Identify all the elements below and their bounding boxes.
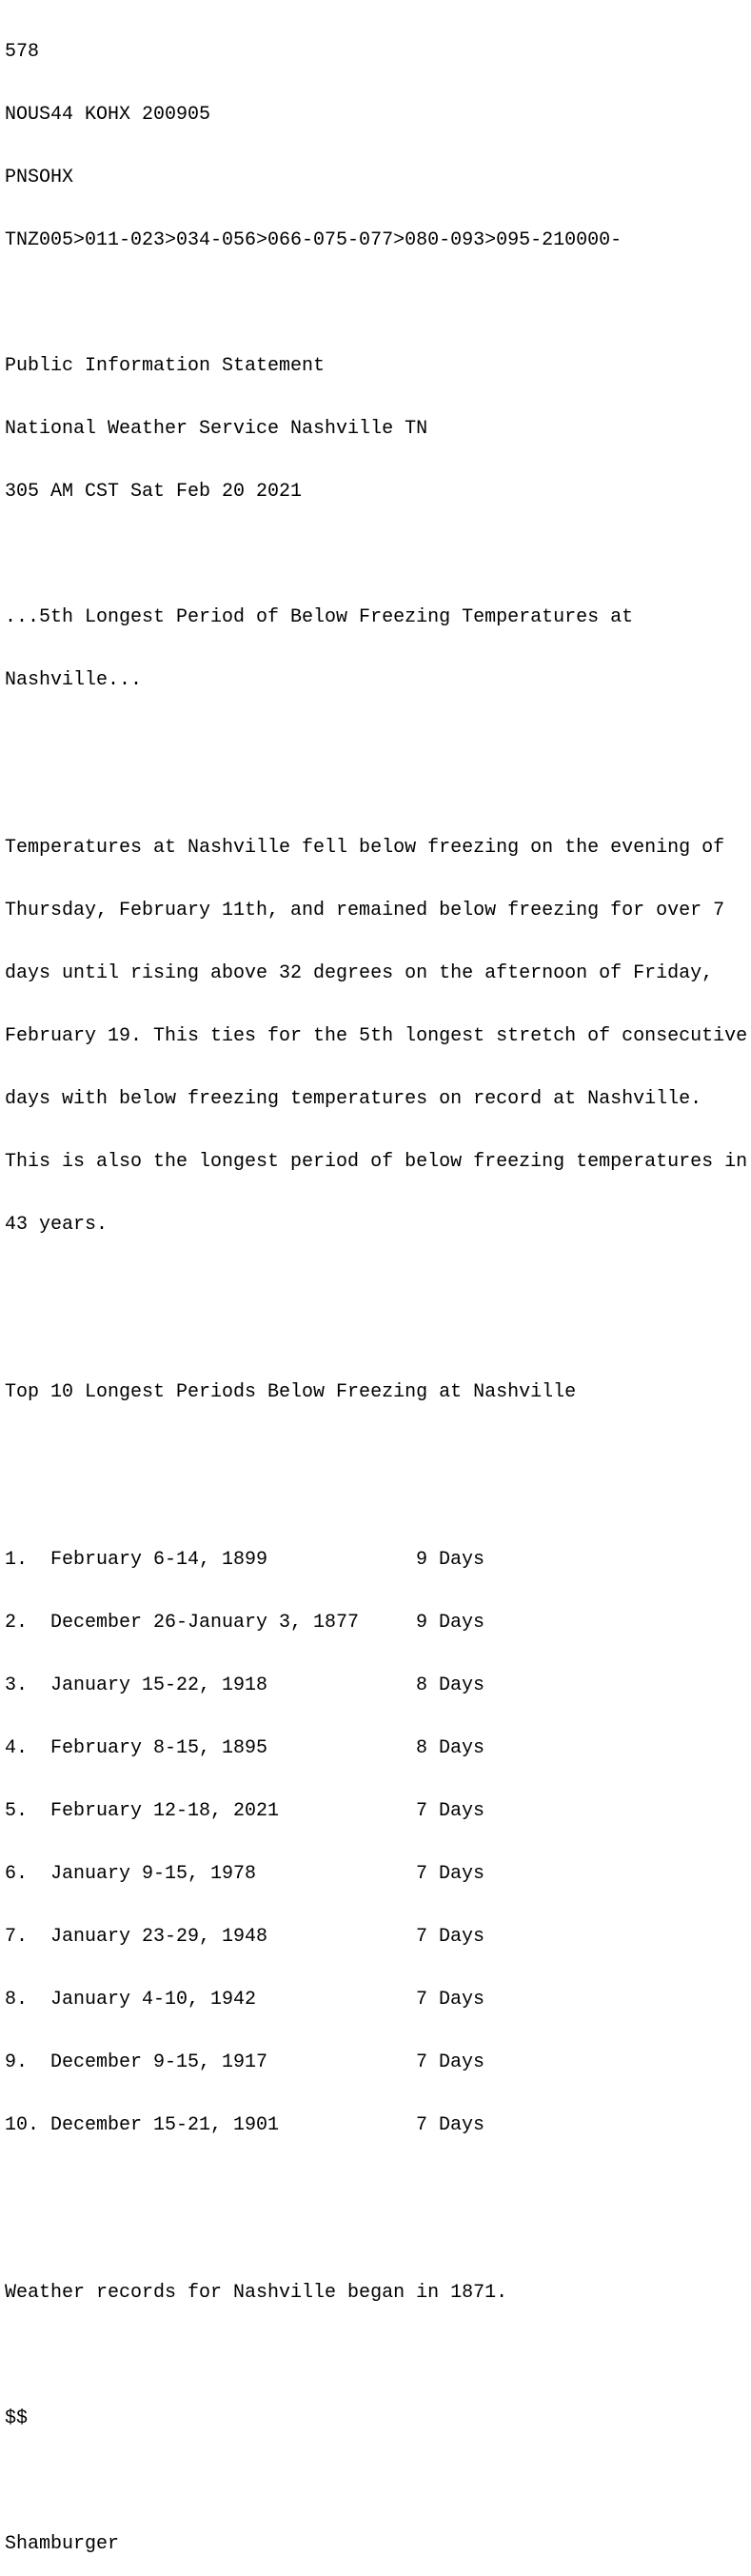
wmo-header: NOUS44 KOHX 200905 xyxy=(5,104,211,126)
row-rank: 1. xyxy=(5,1549,29,1571)
blank-line xyxy=(5,1319,751,1340)
table-row xyxy=(5,2115,751,2136)
row-period: February 12-18, 2021 xyxy=(50,1800,280,1822)
row-period: December 26-January 3, 1877 xyxy=(50,1612,360,1634)
row-rank: 5. xyxy=(5,1800,29,1822)
row-rank: 9. xyxy=(5,2051,29,2073)
row-duration: 9 Days xyxy=(416,1549,485,1571)
row-rank: 8. xyxy=(5,1989,29,2011)
ugc-zone-line: TNZ005>011-023>034-056>066-075-077>080-093>095-210000- xyxy=(5,229,623,251)
table-title: Top 10 Longest Periods Below Freezing at Nashville xyxy=(5,1381,577,1403)
row-period: December 15-21, 1901 xyxy=(50,2114,280,2136)
table-row xyxy=(5,1864,751,1885)
body-line: 43 years. xyxy=(5,1214,109,1236)
author-name: Shamburger xyxy=(5,2533,120,2555)
records-table xyxy=(5,1508,751,2178)
table-row xyxy=(5,1613,751,1634)
row-duration: 7 Days xyxy=(416,2114,485,2136)
statement-title: Public Information Statement xyxy=(5,355,326,377)
blank-line xyxy=(5,1445,751,1466)
issue-time: 305 AM CST Sat Feb 20 2021 xyxy=(5,481,303,503)
body-line: days with below freezing temperatures on record at Nashville. xyxy=(5,1088,702,1110)
headline-line-2: Nashville... xyxy=(5,669,143,691)
table-row xyxy=(5,1990,751,2011)
records-note: Weather records for Nashville began in 1871. xyxy=(5,2282,508,2304)
row-duration: 8 Days xyxy=(416,1674,485,1696)
row-rank: 3. xyxy=(5,1674,29,1696)
awips-id: PNSOHX xyxy=(5,167,74,188)
row-duration: 7 Days xyxy=(416,1863,485,1885)
body-line: This is also the longest period of below freezing temperatures in xyxy=(5,1151,748,1173)
blank-line xyxy=(5,545,751,565)
body-line: February 19. This ties for the 5th longest stretch of consecutive xyxy=(5,1025,748,1047)
row-duration: 7 Days xyxy=(416,1800,485,1822)
row-period: January 4-10, 1942 xyxy=(50,1989,257,2011)
row-period: January 15-22, 1918 xyxy=(50,1674,268,1696)
blank-line xyxy=(5,733,751,754)
product-id: 578 xyxy=(5,41,40,63)
issuing-office: National Weather Service Nashville TN xyxy=(5,418,428,440)
blank-line xyxy=(5,2220,751,2241)
row-period: January 23-29, 1948 xyxy=(50,1926,268,1948)
blank-line xyxy=(5,2471,751,2492)
table-row xyxy=(5,1675,751,1696)
row-rank: 10. xyxy=(5,2114,40,2136)
row-duration: 8 Days xyxy=(416,1737,485,1759)
blank-line xyxy=(5,293,751,314)
body-line: Temperatures at Nashville fell below freezing on the evening of xyxy=(5,837,725,859)
row-rank: 6. xyxy=(5,1863,29,1885)
body-line: days until rising above 32 degrees on the afternoon of Friday, xyxy=(5,962,714,984)
row-duration: 9 Days xyxy=(416,1612,485,1634)
product-delimiter: $$ xyxy=(5,2408,29,2429)
row-period: February 8-15, 1895 xyxy=(50,1737,268,1759)
row-period: December 9-15, 1917 xyxy=(50,2051,268,2073)
table-row xyxy=(5,1927,751,1948)
table-row xyxy=(5,1801,751,1822)
row-period: January 9-15, 1978 xyxy=(50,1863,257,1885)
row-rank: 2. xyxy=(5,1612,29,1634)
body-paragraph xyxy=(5,796,751,1278)
table-row xyxy=(5,2052,751,2073)
row-period: February 6-14, 1899 xyxy=(50,1549,268,1571)
headline-line-1: ...5th Longest Period of Below Freezing Temperatures at xyxy=(5,606,634,628)
row-duration: 7 Days xyxy=(416,2051,485,2073)
row-duration: 7 Days xyxy=(416,1926,485,1948)
table-row xyxy=(5,1550,751,1571)
row-rank: 4. xyxy=(5,1737,29,1759)
row-duration: 7 Days xyxy=(416,1989,485,2011)
table-row xyxy=(5,1738,751,1759)
blank-line xyxy=(5,2346,751,2367)
row-rank: 7. xyxy=(5,1926,29,1948)
body-line: Thursday, February 11th, and remained below freezing for over 7 xyxy=(5,900,725,921)
